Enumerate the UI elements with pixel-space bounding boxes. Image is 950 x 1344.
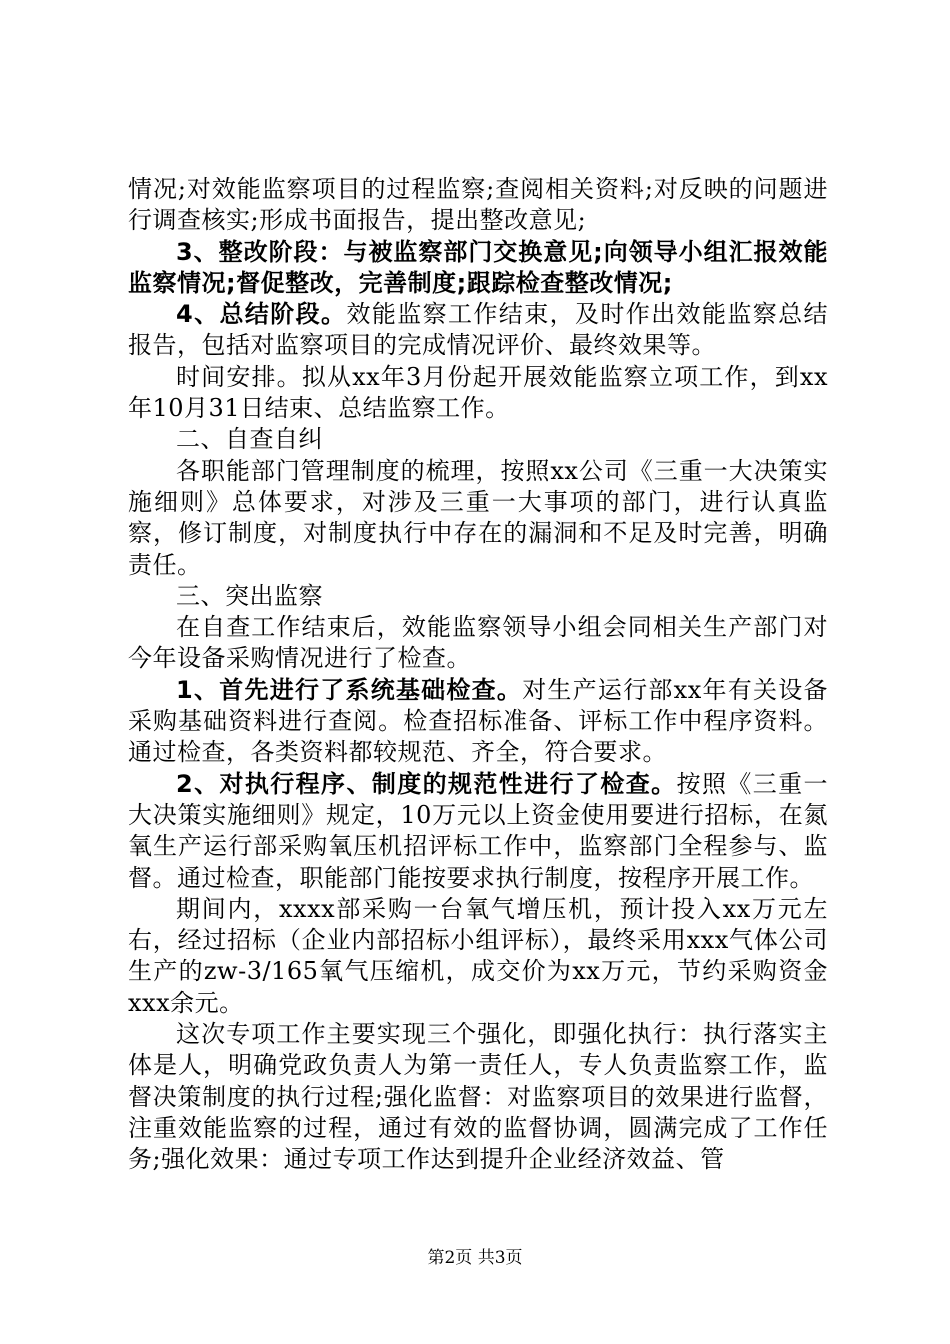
paragraph-procurement: 期间内，xxxx部采购一台氧气增压机，预计投入xx万元左右，经过招标（企业内部招标小组评标），最终采用xxx气体公司生产的zw-3/165氧气压缩机，成交价为xx万元，节约采购资金xxx余元。: [128, 894, 828, 1017]
paragraph-supervision-intro: 在自查工作结束后，效能监察领导小组会同相关生产部门对今年设备采购情况进行了检查。: [128, 613, 828, 673]
paragraph-rectification-stage: 3、整改阶段：与被监察部门交换意见;向领导小组汇报效能监察情况;督促整改，完善制度;跟踪检查整改情况;: [128, 237, 828, 297]
summary-stage-text: 效能监察工作结束，及时作出效能监察总结报告，包括对监察项目的完成情况评价、最终效果等。: [128, 300, 829, 360]
summary-stage-label: 4、总结阶段。: [176, 300, 347, 329]
document-body: [128, 174, 828, 1176]
paragraph-three-strengthenings: 这次专项工作主要实现三个强化，即强化执行：执行落实主体是人，明确党政负责人为第一责任人，专人负责监察工作，监督决策制度的执行过程;强化监督：对监察项目的效果进行监督，注重效能监察的过程，通过有效的监督协调，圆满完成了工作任务;强化效果：通过专项工作达到提升企业经济效益、管: [128, 1020, 828, 1174]
procedure-inspection-text: 按照《三重一大决策实施细则》规定，10万元以上资金使用要进行招标，在氮氧生产运行部采购氧压机招评标工作中，监察部门全程参与、监督。通过检查，职能部门能按要求执行制度，按程序开展工作。: [128, 769, 829, 892]
paragraph-process-continuation: 情况;对效能监察项目的过程监察;查阅相关资料;对反映的问题进行调查核实;形成书面报告，提出整改意见;: [128, 175, 828, 235]
section-heading-self-inspection: 二、自查自纠: [176, 425, 323, 454]
paragraph-schedule: 时间安排。拟从xx年3月份起开展效能监察立项工作，到xx年10月31日结束、总结监察工作。: [128, 362, 828, 423]
basic-inspection-label: 1、首先进行了系统基础检查。: [176, 675, 523, 704]
paragraph-basic-inspection: [128, 675, 828, 769]
basic-inspection-text: 对生产运行部xx年有关设备采购基础资料进行查阅。检查招标准备、评标工作中程序资料。通过检查，各类资料都较规范、齐全，符合要求。: [128, 675, 828, 767]
paragraph-self-inspection: 各职能部门管理制度的梳理，按照xx公司《三重一大决策实施细则》总体要求，对涉及三重一大事项的部门，进行认真监察，修订制度，对制度执行中存在的漏洞和不足及时完善，明确责任。: [128, 456, 828, 579]
section-heading-supervision: 三、突出监察: [176, 581, 323, 610]
procedure-inspection-label: 2、对执行程序、制度的规范性进行了检查。: [176, 769, 677, 798]
page-number-footer: 第2页 共3页: [427, 1248, 523, 1268]
paragraph-summary-stage: [128, 299, 828, 362]
paragraph-procedure-inspection: [128, 769, 828, 894]
